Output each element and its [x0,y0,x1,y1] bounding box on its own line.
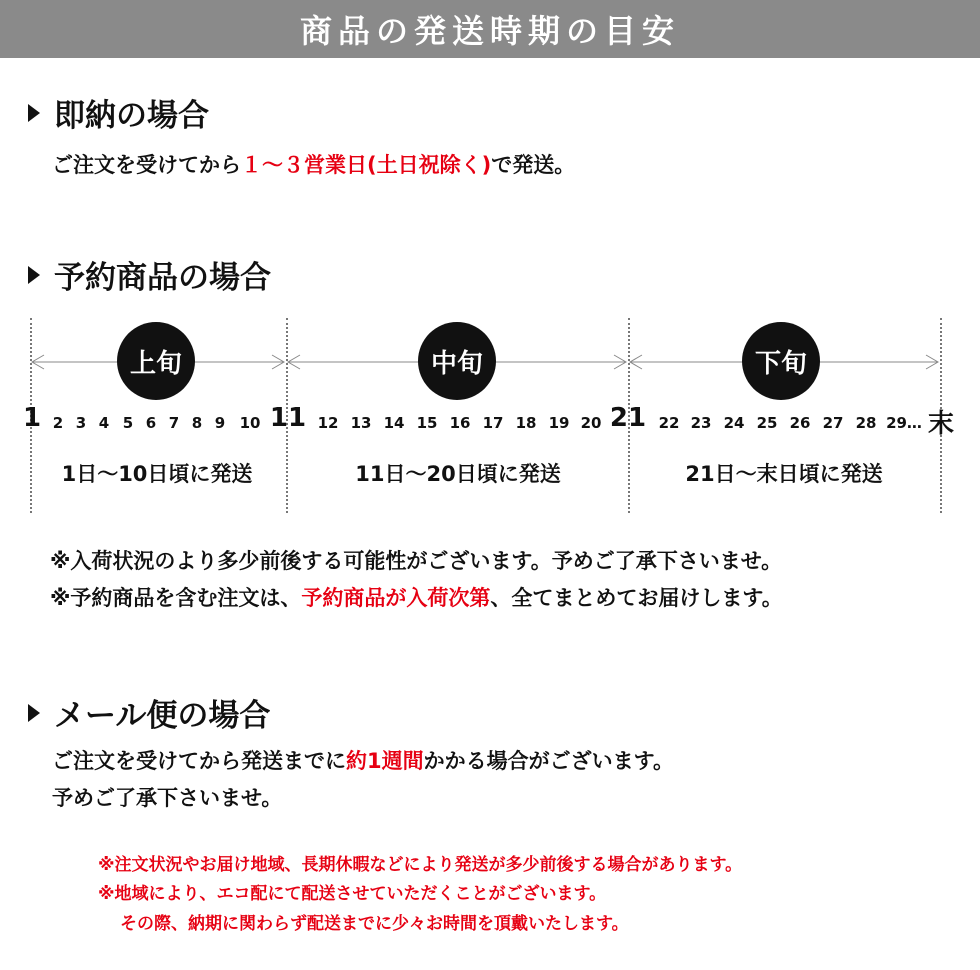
day-tick-label: 6 [145,414,157,432]
preorder-note-2-end: 、全てまとめてお届けします。 [490,586,783,610]
day-tick-label: 14 [383,414,405,432]
triangle-bullet-icon [28,104,40,122]
mail-note-2: ※地域により、エコ配にて配送させていただくことがございます。 [98,884,607,904]
triangle-bullet-icon [28,266,40,284]
mail-heading: メール便の場合 [54,698,271,734]
day-tick-label: 9 [214,414,226,432]
mail-note-3: その際、納期に関わらず配送までに少々お時間を頂戴いたします。 [120,914,629,934]
day-tick-label: 28 [855,414,877,432]
day-tick-label: 22 [658,414,680,432]
day-tick-label: 24 [723,414,745,432]
day-tick-label: 23 [690,414,712,432]
early-month-badge: 上旬 [117,322,195,400]
day-tick-label: 2 [52,414,64,432]
day-tick-label: 17 [482,414,504,432]
early-month-range: 1日〜10日頃に発送 [61,462,253,486]
day-tick-label: 11 [269,403,307,433]
in-stock-description [52,149,575,179]
page-header [0,0,980,58]
preorder-note-2-text: ※予約商品を含む注文は、 [50,586,302,610]
preorder-note-1: ※入荷状況のより多少前後する可能性がございます。予めご了承下さいませ。 [50,549,783,573]
day-tick-label: 25 [756,414,778,432]
day-tick-label: 26 [789,414,811,432]
section-heading-in-stock [28,90,209,135]
day-tick-label: 21 [609,403,647,433]
day-tick-label: 19 [548,414,570,432]
day-tick-label: 12 [317,414,339,432]
day-tick-label: 7 [168,414,180,432]
in-stock-text-end: で発送。 [491,153,576,177]
in-stock-heading: 即納の場合 [54,98,209,134]
page-title: 商品の発送時期の目安 [299,12,680,50]
day-tick-label: 16 [449,414,471,432]
day-tick-label: 8 [191,414,203,432]
day-tick-label: 18 [515,414,537,432]
day-tick-label: 5 [122,414,134,432]
day-tick-label: 20 [580,414,602,432]
triangle-bullet-icon [28,704,40,722]
in-stock-text: ご注文を受けてから [52,153,241,177]
mid-month-range: 11日〜20日頃に発送 [355,462,561,486]
mail-line-1-end: かかる場合がございます。 [423,749,674,773]
mail-line-1-text: ご注文を受けてから発送までに [52,749,346,773]
section-heading-mail [28,690,270,735]
day-tick-label: 27 [822,414,844,432]
mail-note-1: ※注文状況やお届け地域、長期休暇などにより発送が多少前後する場合があります。 [98,855,743,875]
section-heading-preorder [28,252,271,297]
late-month-badge: 下旬 [742,322,820,400]
mid-month-badge: 中旬 [418,322,496,400]
day-tick-label: 3 [75,414,87,432]
day-tick-label: 15 [416,414,438,432]
day-tick-label: 10 [239,414,261,432]
day-tick-label: 末 [927,409,955,439]
day-tick-label: 29… [886,414,922,432]
mail-line-1 [52,745,674,775]
day-tick-label: 13 [350,414,372,432]
mail-line-2: 予めご了承下さいませ。 [52,786,283,810]
in-stock-lead-time: １～３営業日(土日祝除く) [241,153,492,177]
day-tick-label: 1 [22,403,42,433]
day-tick-label: 4 [98,414,110,432]
preorder-heading: 予約商品の場合 [54,260,271,296]
mail-lead-time: 約1週間 [346,749,424,773]
late-month-range: 21日〜末日頃に発送 [685,462,883,486]
preorder-note-2 [50,582,783,612]
preorder-note-2-highlight: 予約商品が入荷次第 [301,586,491,610]
